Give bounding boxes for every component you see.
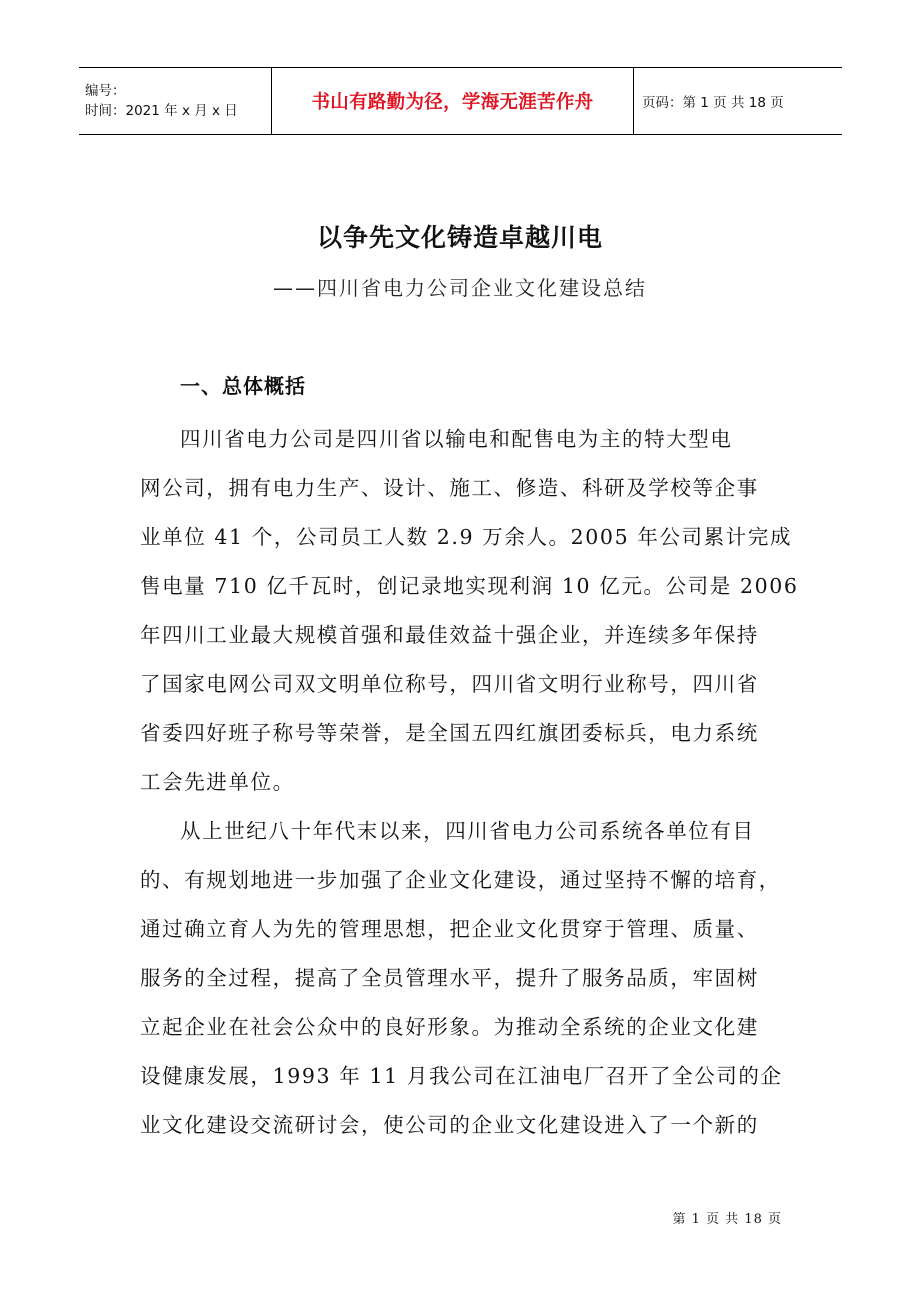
document-title: 以争先文化铸造卓越川电 (316, 223, 603, 252)
body-line: 业文化建设交流研讨会，使公司的企业文化建设进入了一个新的 (140, 1113, 759, 1137)
body-line: 业单位 41 个，公司员工人数 2.9 万余人。2005 年公司累计完成 (140, 525, 793, 549)
header-meta-cell (79, 68, 272, 134)
body-line: 通过确立育人为先的管理思想，把企业文化贯穿于管理、质量、 (140, 917, 759, 941)
body-line: 服务的全过程，提高了全员管理水平，提升了服务品质，牢固树 (140, 966, 759, 990)
number-label: 编号： (85, 83, 126, 99)
document-header (79, 67, 842, 135)
body-line: 售电量 710 亿千瓦时，创记录地实现利润 10 亿元。公司是 2006 (140, 574, 799, 598)
header-motto-cell (272, 68, 634, 134)
header-motto: 书山有路勤为径，学海无涯苦作舟 (311, 92, 594, 113)
header-page-label: 页码：第 1 页 共 18 页 (642, 95, 784, 111)
body-line: 年四川工业最大规模首强和最佳效益十强企业，并连续多年保持 (140, 623, 759, 647)
body-line: 四川省电力公司是四川省以输电和配售电为主的特大型电 (180, 427, 733, 451)
time-label: 时间：2021 年 x 月 x 日 (85, 103, 238, 119)
body-line: 省委四好班子称号等荣誉，是全国五四红旗团委标兵，电力系统 (140, 721, 759, 745)
body-line: 从上世纪八十年代末以来，四川省电力公司系统各单位有目 (180, 819, 755, 843)
body-line: 立起企业在社会公众中的良好形象。为推动全系统的企业文化建 (140, 1015, 759, 1039)
body-line: 了国家电网公司双文明单位称号，四川省文明行业称号，四川省 (140, 672, 759, 696)
body-line: 设健康发展，1993 年 11 月我公司在江油电厂召开了全公司的企 (140, 1064, 783, 1088)
document-subtitle: ——四川省电力公司企业文化建设总结 (273, 276, 647, 300)
section-heading: 一、总体概括 (180, 374, 306, 398)
body-line: 的、有规划地进一步加强了企业文化建设，通过坚持不懈的培育， (140, 868, 781, 892)
header-page-cell (634, 68, 842, 134)
body-line: 网公司，拥有电力生产、设计、施工、修造、科研及学校等企事 (140, 476, 759, 500)
page-footer: 第 1 页 共 18 页 (672, 1212, 782, 1227)
body-line: 工会先进单位。 (140, 770, 295, 794)
